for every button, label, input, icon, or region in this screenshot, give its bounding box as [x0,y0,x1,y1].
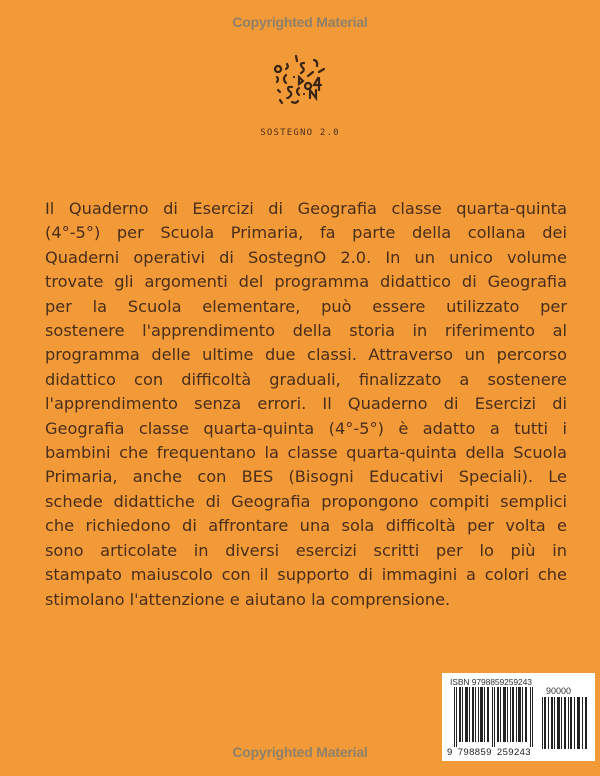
copyright-watermark-top: Copyrighted Material [232,14,368,30]
isbn-label: ISBN 9798859259243 [450,677,532,687]
isbn-digit-group-2: 259243 [496,747,531,758]
isbn-digit-first: 9 [447,747,453,758]
description-line: didattico con difficoltà graduali, finalizzato a sostenere [45,369,567,389]
copyright-watermark-bottom: Copyrighted Material [232,744,368,760]
logo-caption: SOSTEGNO 2.0 [260,128,340,138]
description-line: (4°-5°) per Scuola Primaria, fa parte della collana dei [45,223,567,243]
description-line: per la Scuola elementare, può essere utilizzato per [45,296,567,316]
description-line: bambini che frequentano la classe quarta-quinta della Scuola [45,443,567,463]
description-line: sono articolate in diversi esercizi scritti per lo più in [45,540,567,560]
barcode-bars-icon [454,687,534,747]
description-line: Quaderni operativi di SostegnO 2.0. In un unico volume [45,247,567,267]
description-line: l'apprendimento senza errori. Il Quaderno di Esercizi di [45,394,567,414]
sostegno-doodle-logo-icon [270,50,332,110]
description-line: Primaria, anche con BES (Bisogni Educativi Speciali). Le [45,467,567,487]
description-line: Geografia classe quarta-quinta (4°-5°) è adatto a tutti i [45,418,567,438]
book-description [45,197,567,612]
addon-barcode-bars-icon [542,697,588,749]
isbn-digit-group-1: 798859 [457,747,492,758]
description-line: che richiedono di affrontare una sola difficoltà per volta e [45,516,567,536]
description-line: stampato maiuscolo con il supporto di immagini a colori che [45,565,567,585]
price-code: 90000 [546,686,572,696]
description-line: schede didattiche di Geografia propongono compiti semplici [45,491,567,511]
description-line: stimolano l'attenzione e aiutano la comprensione. [45,589,451,609]
description-line: Il Quaderno di Esercizi di Geografia classe quarta-quinta [45,199,567,218]
description-line: programma delle ultime due classi. Attraverso un percorso [45,345,567,365]
description-line: trovate gli argomenti del programma didattico di Geografia [45,272,567,292]
description-line: sostenere l'apprendimento della storia in riferimento al [45,321,567,341]
